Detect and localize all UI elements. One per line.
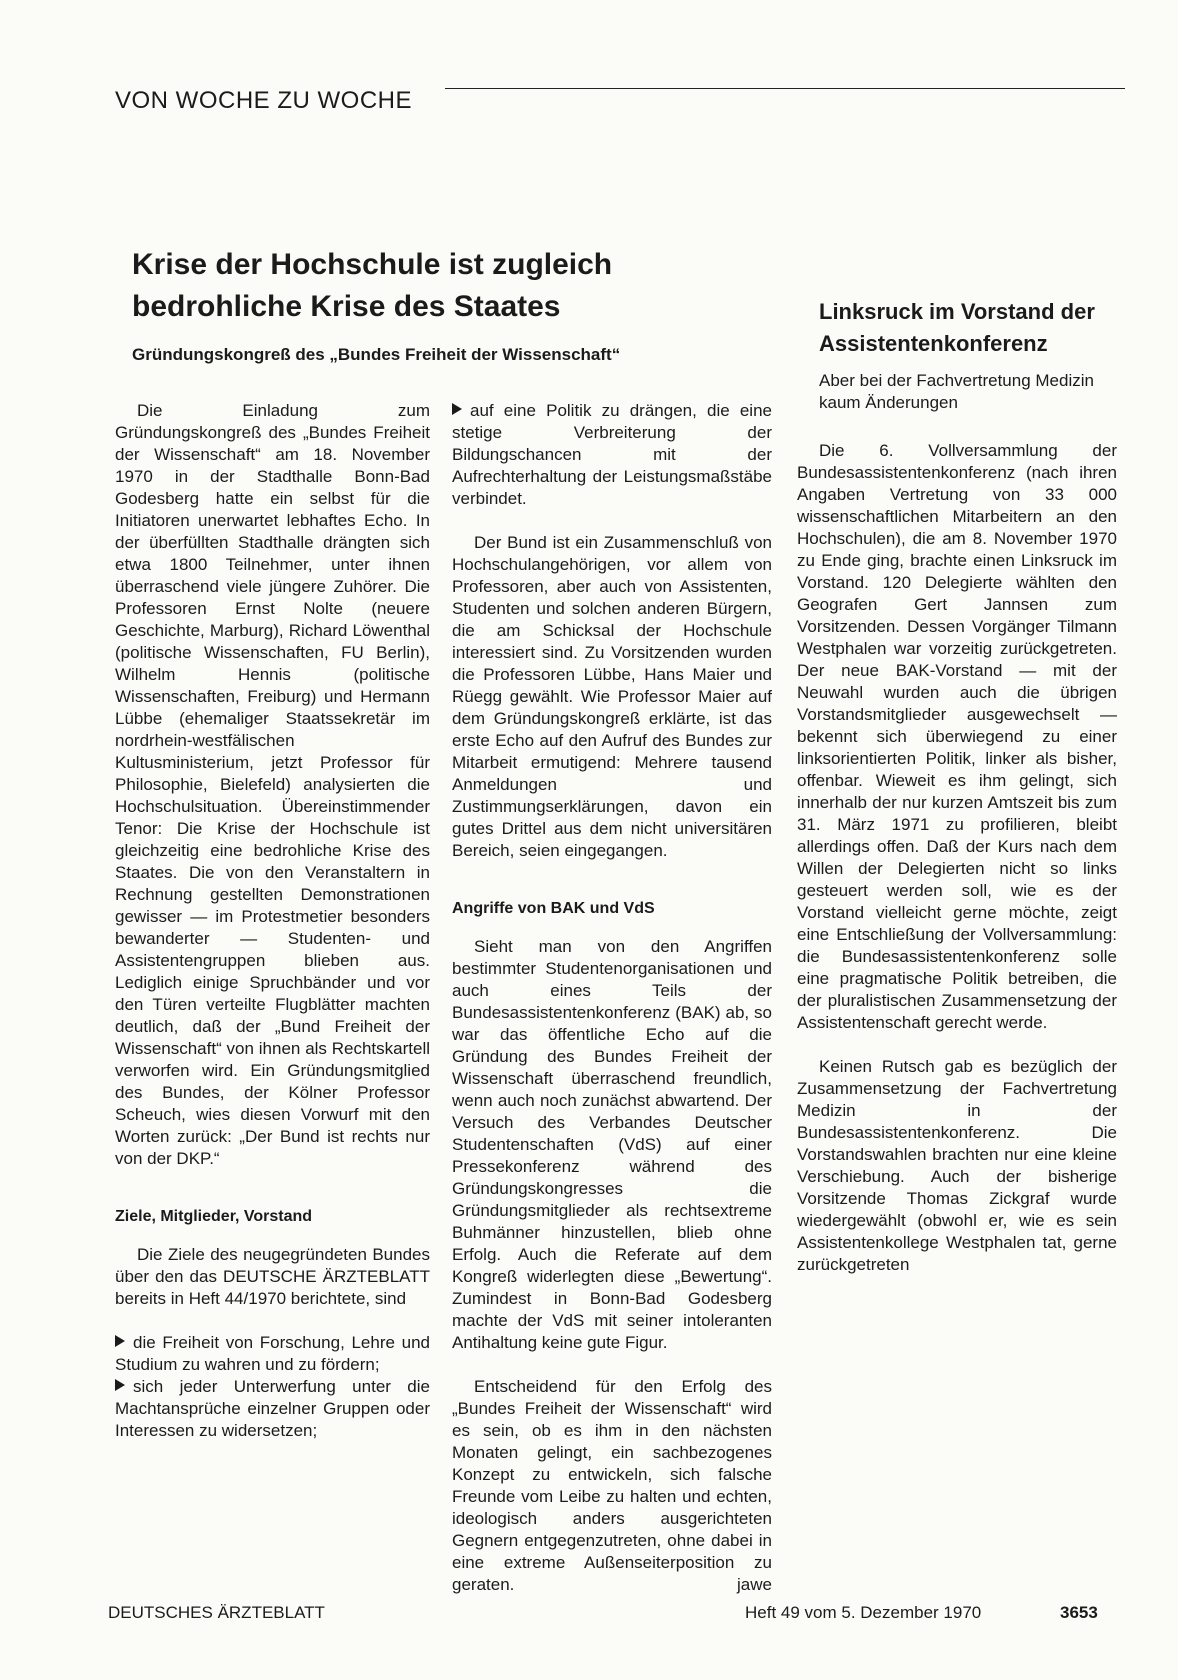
paragraph: Der Bund ist ein Zusammenschluß von Hochschulangehörigen, vor allem von Professoren, aber auch von Assistenten, Studenten und solchen anderen Bürgern, die am Schicksal der Hochschule interessiert sind. Zu Vorsitzenden wurden die Professoren Lübbe, Hans Maier und Rüegg gewählt. Wie Professor Maier auf dem Gründungskongreß erklärte, ist das erste Echo auf den Aufruf des Bundes zur Mitarbeit ermutigend: Mehrere tausend Anmeldungen und Zustimmungserklärungen, davon ein gutes Drittel aus dem nicht universitären Bereich, seien eingegangen. [452,533,772,860]
subhead-angriffe: Angriffe von BAK und VdS [452,900,655,917]
column-1 [115,400,430,1442]
paragraph: Die Einladung zum Gründungskongreß des „Bundes Freiheit der Wissenschaft“ am 18. November 1970 in der Stadthalle Bonn-Bad Godesberg hatte ein selbst für die Initiatoren unerwartet lebhaftes Echo. In der überfüllten Stadthalle drängten sich etwa 1800 Teilnehmer, unter ihnen überraschend viele jüngere Zuhörer. Die Professoren Ernst Nolte (neuere Geschichte, Marburg), Richard Löwenthal (politische Wissenschaften, FU Berlin), Wilhelm Hennis (politische Wissenschaften, Freiburg) und Hermann Lübbe (ehemaliger Staatssekretär im nordrhein-westfälischen Kultusministerium, jetzt Professor für Philosophie, Bielefeld) analysierten die Hochschulsituation. Übereinstimmender Tenor: Die Krise der Hochschule ist gleichzeitig eine bedrohliche Krise des Staates. Die von den Veranstaltern in Rechnung gestellten Demonstrationen gewisser — im Protestmetier besonders bewanderter — Studenten- und Assistentengruppen blieben aus. Lediglich einige Spruchbänder und vor den Türen verteilte Flugblätter machten deutlich, daß der „Bund Freiheit der Wissenschaft“ von ihnen als Rechtskartell verworfen wird. Ein Gründungsmitglied des Bundes, der Kölner Professor Scheuch, wies diesen Vorwurf mit den Worten zurück: „Der Bund ist rechts nur von der DKP.“ [115,401,430,1168]
bullet-triangle-icon [452,403,462,415]
column-2 [452,400,772,1596]
bullet-triangle-icon [115,1379,125,1391]
side-subheadline: Aber bei der Fachvertretung Medizin kaum Änderungen [819,371,1094,412]
article-headline: Krise der Hochschule ist zugleich bedrohliche Krise des Staates [132,248,613,323]
header-rule [445,88,1125,89]
paragraph: Sieht man von den Angriffen bestimmter Studentenorganisationen und auch eines Teils der Bundesassistentenkonferenz (BAK) ab, so war das öffentliche Echo auf die Gründung des Bundes Freiheit der Wissenschaft überraschend freundlich, wenn auch noch zunächst abwartend. Der Versuch des Verbandes Deutscher Studentenschaften (VdS) auf einer Pressekonferenz während des Gründungskongresses die Gründungsmitglieder als rechtsextreme Buhmänner hinzustellen, blieb ohne Erfolg. Auch die Referate auf dem Kongreß widerlegten diese „Bewertung“. Zumindest in Bonn-Bad Godesberg machte der VdS mit seiner intoleranten Antihaltung keine gute Figur. [452,937,772,1352]
footer-publication: DEUTSCHES ÄRZTEBLATT [108,1603,325,1622]
page-number: 3653 [1060,1603,1098,1622]
paragraph: Die Ziele des neugegründeten Bundes über den das DEUTSCHE ÄRZTEBLATT bereits in Heft 44/1970 berichtete, sind [115,1245,430,1308]
section-header [115,84,1125,118]
section-title: VON WOCHE ZU WOCHE [115,87,412,114]
article-subheadline: Gründungskongreß des „Bundes Freiheit der Wissenschaft“ [132,345,621,364]
bullet-item: auf eine Politik zu drängen, die eine stetige Verbreiterung der Bildungschancen mit der Aufrechterhaltung der Leistungsmaßstäbe verbindet. [452,401,772,508]
paragraph: Entscheidend für den Erfolg des „Bundes Freiheit der Wissenschaft“ wird es sein, ob es ihm in den nächsten Monaten gelingt, ein sachbezogenes Konzept zu entwickeln, sich falsche Freunde vom Leibe zu halten und echten, ideologisch anders ausgerichteten Gegnern entgegenzutreten, ohne dabei in eine extreme Außenseiterposition zu geraten. jawe [452,1377,772,1594]
column-3 [797,242,1117,1276]
bullet-item: die Freiheit von Forschung, Lehre und Studium zu wahren und zu fördern; [115,1333,430,1374]
bullet-item: sich jeder Unterwerfung unter die Machtansprüche einzelner Gruppen oder Interessen zu widersetzen; [115,1377,430,1440]
author-signature: jawe [737,1575,772,1594]
footer-issue: Heft 49 vom 5. Dezember 1970 [745,1603,982,1622]
paragraph: Keinen Rutsch gab es bezüglich der Zusammensetzung der Fachvertretung Medizin in der Bundesassistentenkonferenz. Die Vorstandswahlen brachten nur eine kleine Verschiebung. Auch der bisherige Vorsitzende Thomas Zickgraf wurde wiedergewählt (obwohl er, wie es sein Assistentenkollege Westphalen tat, gerne zurückgetreten [797,1057,1117,1274]
side-headline: Linksruck im Vorstand der Assistentenkonferenz [819,299,1095,356]
subhead-ziele: Ziele, Mitglieder, Vorstand [115,1208,313,1225]
paragraph: Die 6. Vollversammlung der Bundesassistentenkonferenz (nach ihren Angaben Vertretung von 33 000 wissenschaftlichen Mitarbeitern an den Hochschulen), die am 8. November 1970 zu Ende ging, brachte einen Linksruck im Vorstand. 120 Delegierte wählten den Geografen Gert Jannsen zum Vorsitzenden. Dessen Vorgänger Tilmann Westphalen war vorzeitig zurückgetreten. Der neue BAK-Vorstand — mit der Neuwahl wurden auch die übrigen Vorstandsmitglieder ausgewechselt — bekennt sich überwiegend zu einer linksorientierten Politik, linker als bisher, offenbar. Wieweit es ihm gelingt, sich innerhalb der nur kurzen Amtszeit bis zum 31. März 1971 zu profilieren, bleibt allerdings offen. Daß der Kurs nach dem Willen der Delegierten nicht so links gesteuert werden soll, wie es der Vorstand vielleicht gerne möchte, zeigt eine Entschließung der Vollversammlung: die Bundesassistentenkonferenz solle eine pragmatische Politik betreiben, die der pluralistischen Zusammensetzung der Assistentenschaft gerecht werde. [797,441,1117,1032]
bullet-triangle-icon [115,1335,125,1347]
